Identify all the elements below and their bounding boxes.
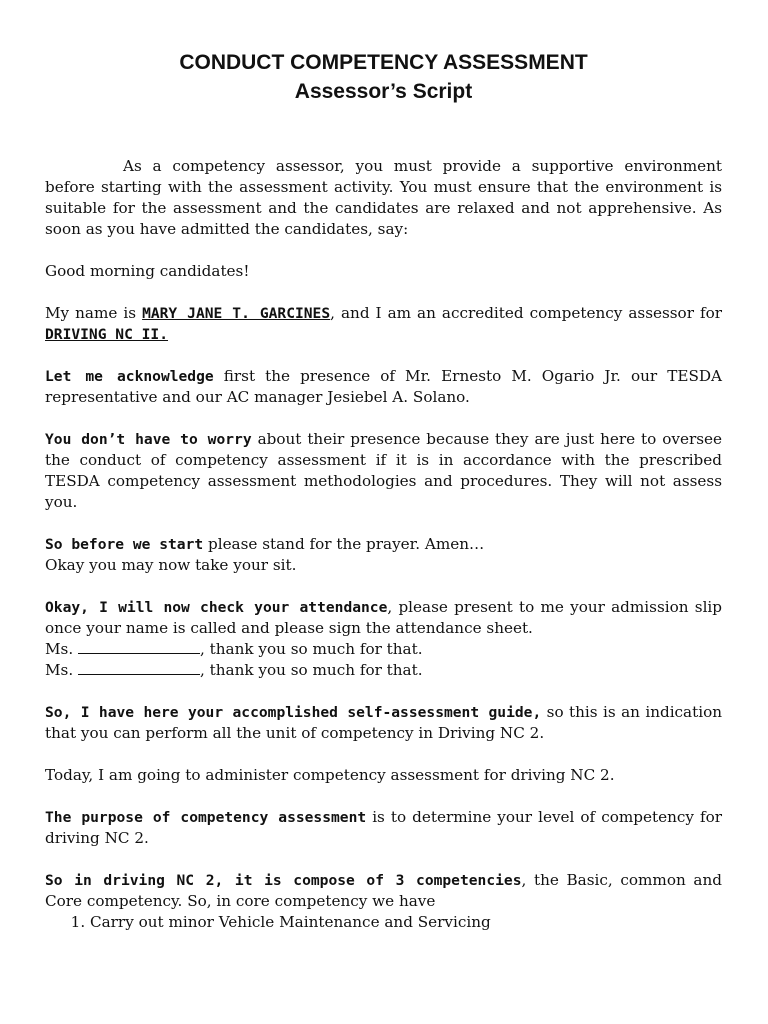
attendance-lead: Okay, I will now check your attendance	[45, 599, 388, 616]
name-mid-text: , and I am an accredited competency assessor for	[330, 304, 723, 322]
attendance-line-prefix: Ms.	[45, 640, 79, 658]
name-paragraph	[45, 303, 722, 345]
attendance-line-suffix: , thank you so much for that.	[200, 640, 423, 658]
prayer-lead: So before we start	[45, 536, 204, 553]
purpose-text: is to determine your level of competency for driving NC 2.	[45, 808, 722, 847]
purpose-paragraph	[45, 807, 722, 849]
document-subtitle: Assessor’s Script	[294, 80, 473, 103]
intro-paragraph: As a competency assessor, you must provide a supportive environment before starting with the assessment activity. You must ensure that the environment is suitable for the assessment and the candidates are relaxed and not apprehensive. As soon as you have admitted the candidates, say:	[45, 157, 722, 238]
competencies-paragraph	[45, 870, 722, 912]
self-assessment-lead: So, I have here your accomplished self-assessment guide,	[45, 704, 542, 721]
document-title: CONDUCT COMPETENCY ASSESSMENT	[179, 51, 588, 74]
core-competency-list	[45, 912, 722, 933]
attendance-line-prefix: Ms.	[45, 661, 79, 679]
attendance-text: , please present to me your admission slip once your name is called and please sign the attendance sheet.	[45, 598, 723, 637]
attendance-line-suffix: , thank you so much for that.	[200, 661, 423, 679]
worry-lead: You don’t have to worry	[45, 431, 252, 448]
acknowledge-text: first the presence of Mr. Ernesto M. Ogario Jr. our TESDA representative and our AC manager Jesiebel A. Solano.	[45, 367, 722, 406]
prayer-line-2: Okay you may now take your sit.	[45, 556, 297, 574]
acknowledge-paragraph	[45, 366, 722, 408]
assessor-name: MARY JANE T. GARCINES	[142, 305, 331, 322]
name-blank	[78, 640, 200, 654]
competencies-lead: So in driving NC 2, it is compose of 3 competencies	[45, 872, 522, 889]
prayer-paragraph	[45, 534, 722, 576]
worry-paragraph	[45, 429, 722, 513]
greeting-paragraph: Good morning candidates!	[45, 262, 250, 280]
list-item: 1. Carry out minor Vehicle Maintenance and Servicing	[90, 912, 722, 933]
qualification-name: DRIVING NC II.	[45, 326, 169, 343]
name-pre-text: My name is	[45, 304, 143, 322]
purpose-lead: The purpose of competency assessment	[45, 809, 367, 826]
document-page	[45, 48, 722, 933]
acknowledge-lead: Let me acknowledge	[45, 368, 214, 385]
self-assessment-text: so this is an indication that you can perform all the unit of competency in Driving NC 2.	[45, 703, 722, 742]
competencies-text: , the Basic, common and Core competency. So, in core competency we have	[45, 871, 722, 910]
attendance-line	[45, 660, 722, 681]
worry-text: about their presence because they are just here to oversee the conduct of competency assessment if it is in accordance with the prescribed TESDA competency assessment methodologies and procedures. They will not assess you.	[45, 430, 722, 511]
name-blank	[78, 661, 200, 675]
self-assessment-paragraph	[45, 702, 722, 744]
today-paragraph: Today, I am going to administer competency assessment for driving NC 2.	[45, 766, 615, 784]
attendance-paragraph	[45, 597, 722, 681]
prayer-text: please stand for the prayer. Amen…	[203, 535, 485, 553]
attendance-line	[45, 639, 722, 660]
